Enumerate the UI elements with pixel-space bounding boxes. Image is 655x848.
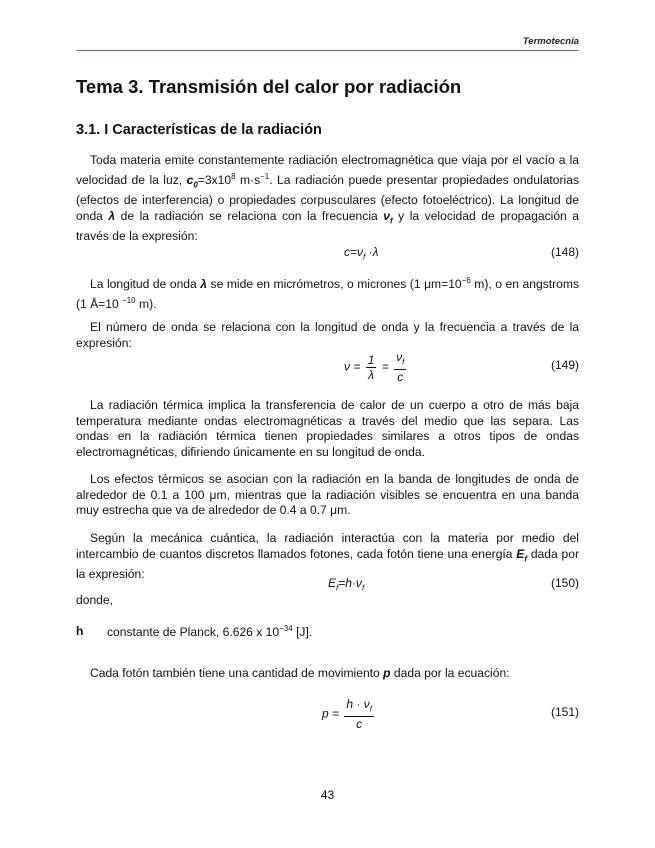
definition-text: constante de Planck, 6.626 x $10^{-34}$ [J].: [107, 624, 313, 640]
definition-symbol: h: [76, 624, 84, 638]
equation-148: [76, 243, 579, 273]
paragraph-intro: Toda materia emite constantemente radiación electromagnética que viaja por el vacío a la velocidad de la luz, $c_0=3x10^8$ $m\cdot s^{-1}$. La radiación puede presentar propiedades ondulatorias (efectos de interferencia) o propiedades corpusculares (efecto fotoeléctrico). La longitud de onda λ de la radiación se relaciona con la frecuencia $\nu_f$ y la velocidad de propagación a través de la expresión:: [76, 153, 580, 243]
paragraph-wavenumber: El número de onda se relaciona con la longitud de onda y la frecuencia a través de la expresión:: [76, 320, 579, 350]
running-title: Termotecnia: [522, 36, 579, 47]
equation-151: [76, 697, 579, 732]
paragraph-quantum: Según la mecánica cuántica, la radiación interactúa con la materia por medio del intercambio de cuantos discretos llamados fotones, cada fotón tiene una energía $E_f$ dada por la expresión:: [76, 531, 579, 581]
paragraph-thermal-radiation: La radiación térmica implica la transferencia de calor de un cuerpo a otro de más baja temperatura mediante ondas electromagnéticas a través del medio que las separa. Las ondas en la radiación térmica tienen propiedades similares a otros tipos de ondas electromagnéticas, difiriendo únicamente en su longitud de onda.: [76, 398, 579, 460]
page-number: 43: [320, 788, 335, 802]
section-heading: 3.1. I Características de la radiación: [76, 122, 322, 138]
equation-148-number: (148): [550, 245, 579, 259]
equation-150-number: (150): [550, 576, 579, 590]
equation-151-body: p = $\frac{h \cdot \nu_f}{c}$: [322, 697, 372, 732]
fraction-momentum: $\frac{h \cdot \nu_f}{c}$: [346, 697, 372, 732]
paragraph-momentum: Cada fotón también tiene una cantidad de movimiento p dada por la ecuación:: [90, 666, 510, 680]
equation-148-body: $c=\nu_f \cdot\lambda$: [344, 245, 379, 262]
equation-151-number: (151): [550, 705, 579, 719]
equation-150-body: $E_f=h\cdot\nu_f$: [328, 576, 365, 593]
fraction-1-over-lambda: $\frac{1}{\lambda}$: [367, 352, 375, 382]
paragraph-wavelength-units: La longitud de onda λ se mide en micrómetros, o micrones (1 $\mu m=10^{-6}$ m), o en angstroms (1 Å=10 $^{-10}$ m).: [76, 276, 579, 311]
paragraph-thermal-effects: Los efectos térmicos se asocian con la radiación en la banda de longitudes de onda de alrededor de 0.1 a 100 μm, mientras que la radiación visibles se encuentra en una banda muy estrecha que va de alrededor de 0.4 a 0.7 μm.: [76, 472, 579, 518]
equation-149-number: (149): [550, 358, 579, 372]
equation-149-body: ν = $\frac{1}{\lambda}$ = $\frac{\nu_f}{c}$: [344, 350, 405, 385]
chapter-title: Tema 3. Transmisión del calor por radiación: [76, 76, 462, 97]
running-header: [76, 36, 579, 51]
donde-label: donde,: [76, 593, 113, 607]
equation-149: [76, 350, 579, 385]
fraction-nu-over-c: $\frac{\nu_f}{c}$: [396, 350, 405, 385]
